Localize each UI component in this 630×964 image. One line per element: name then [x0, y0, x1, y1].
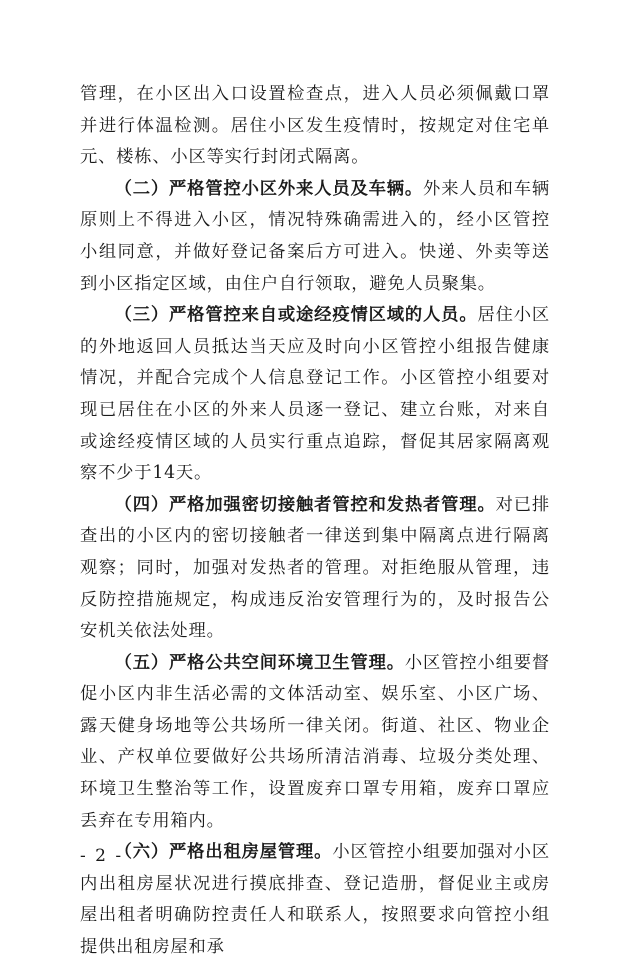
- section-heading: （四）严格加强密切接触者管控和发热者管理。: [114, 494, 496, 515]
- paragraph-text: 居住小区的外地返回人员抵达当天应及时向小区管控小组报告健康情况，并配合完成个人信息登记工作。小区管控小组要对现已居住在小区的外来人员逐一登记、建立台账，对来自或途经疫情区域的人员实行重点追踪，督促其居家隔离观察不少于14天。: [80, 305, 550, 484]
- paragraph-text: 管理，在小区出入口设置检查点，进入人员必须佩戴口罩并进行体温检测。居住小区发生疫情时，按规定对住宅单元、楼栋、小区等实行封闭式隔离。: [80, 84, 550, 168]
- page-number: - 2 -: [80, 846, 124, 866]
- paragraph-text: 小区管控小组要加强对小区内出租房屋状况进行摸底排查、登记造册，督促业主或房屋出租者明确防控责任人和联系人，按照要求向管控小组提供出租房屋和承: [80, 842, 550, 958]
- paragraph-text: 外来人员和车辆原则上不得进入小区，情况特殊确需进入的，经小区管控小组同意，并做好登记备案后方可进入。快递、外卖等送到小区指定区域，由住户自行领取，避免人员聚集。: [80, 178, 550, 294]
- section-heading: （五）严格公共空间环境卫生管理。: [114, 652, 405, 673]
- paragraph-section-5: [80, 648, 550, 838]
- paragraph-text: 对已排查出的小区内的密切接触者一律送到集中隔离点进行隔离观察；同时，加强对发热者的管理。对拒绝服从管理，违反防控措施规定，构成违反治安管理行为的，及时报告公安机关依法处理。: [80, 494, 550, 642]
- paragraph-section-6: [80, 837, 550, 963]
- paragraph-section-3: [80, 300, 550, 490]
- paragraph-section-4: [80, 490, 550, 648]
- section-heading: （三）严格管控来自或途经疫情区域的人员。: [114, 305, 478, 326]
- document-body: [80, 79, 550, 964]
- paragraph-text: 小区管控小组要督促小区内非生活必需的文体活动室、娱乐室、小区广场、露天健身场地等公共场所一律关闭。街道、社区、物业企业、产权单位要做好公共场所清洁消毒、垃圾分类处理、环境卫生整治等工作，设置废弃口罩专用箱，废弃口罩应丢弃在专用箱内。: [80, 652, 550, 831]
- paragraph-continuation: [80, 79, 550, 174]
- section-heading: （二）严格管控小区外来人员及车辆。: [114, 178, 424, 199]
- section-heading: （六）严格出租房屋管理。: [114, 842, 333, 863]
- paragraph-section-2: [80, 174, 550, 300]
